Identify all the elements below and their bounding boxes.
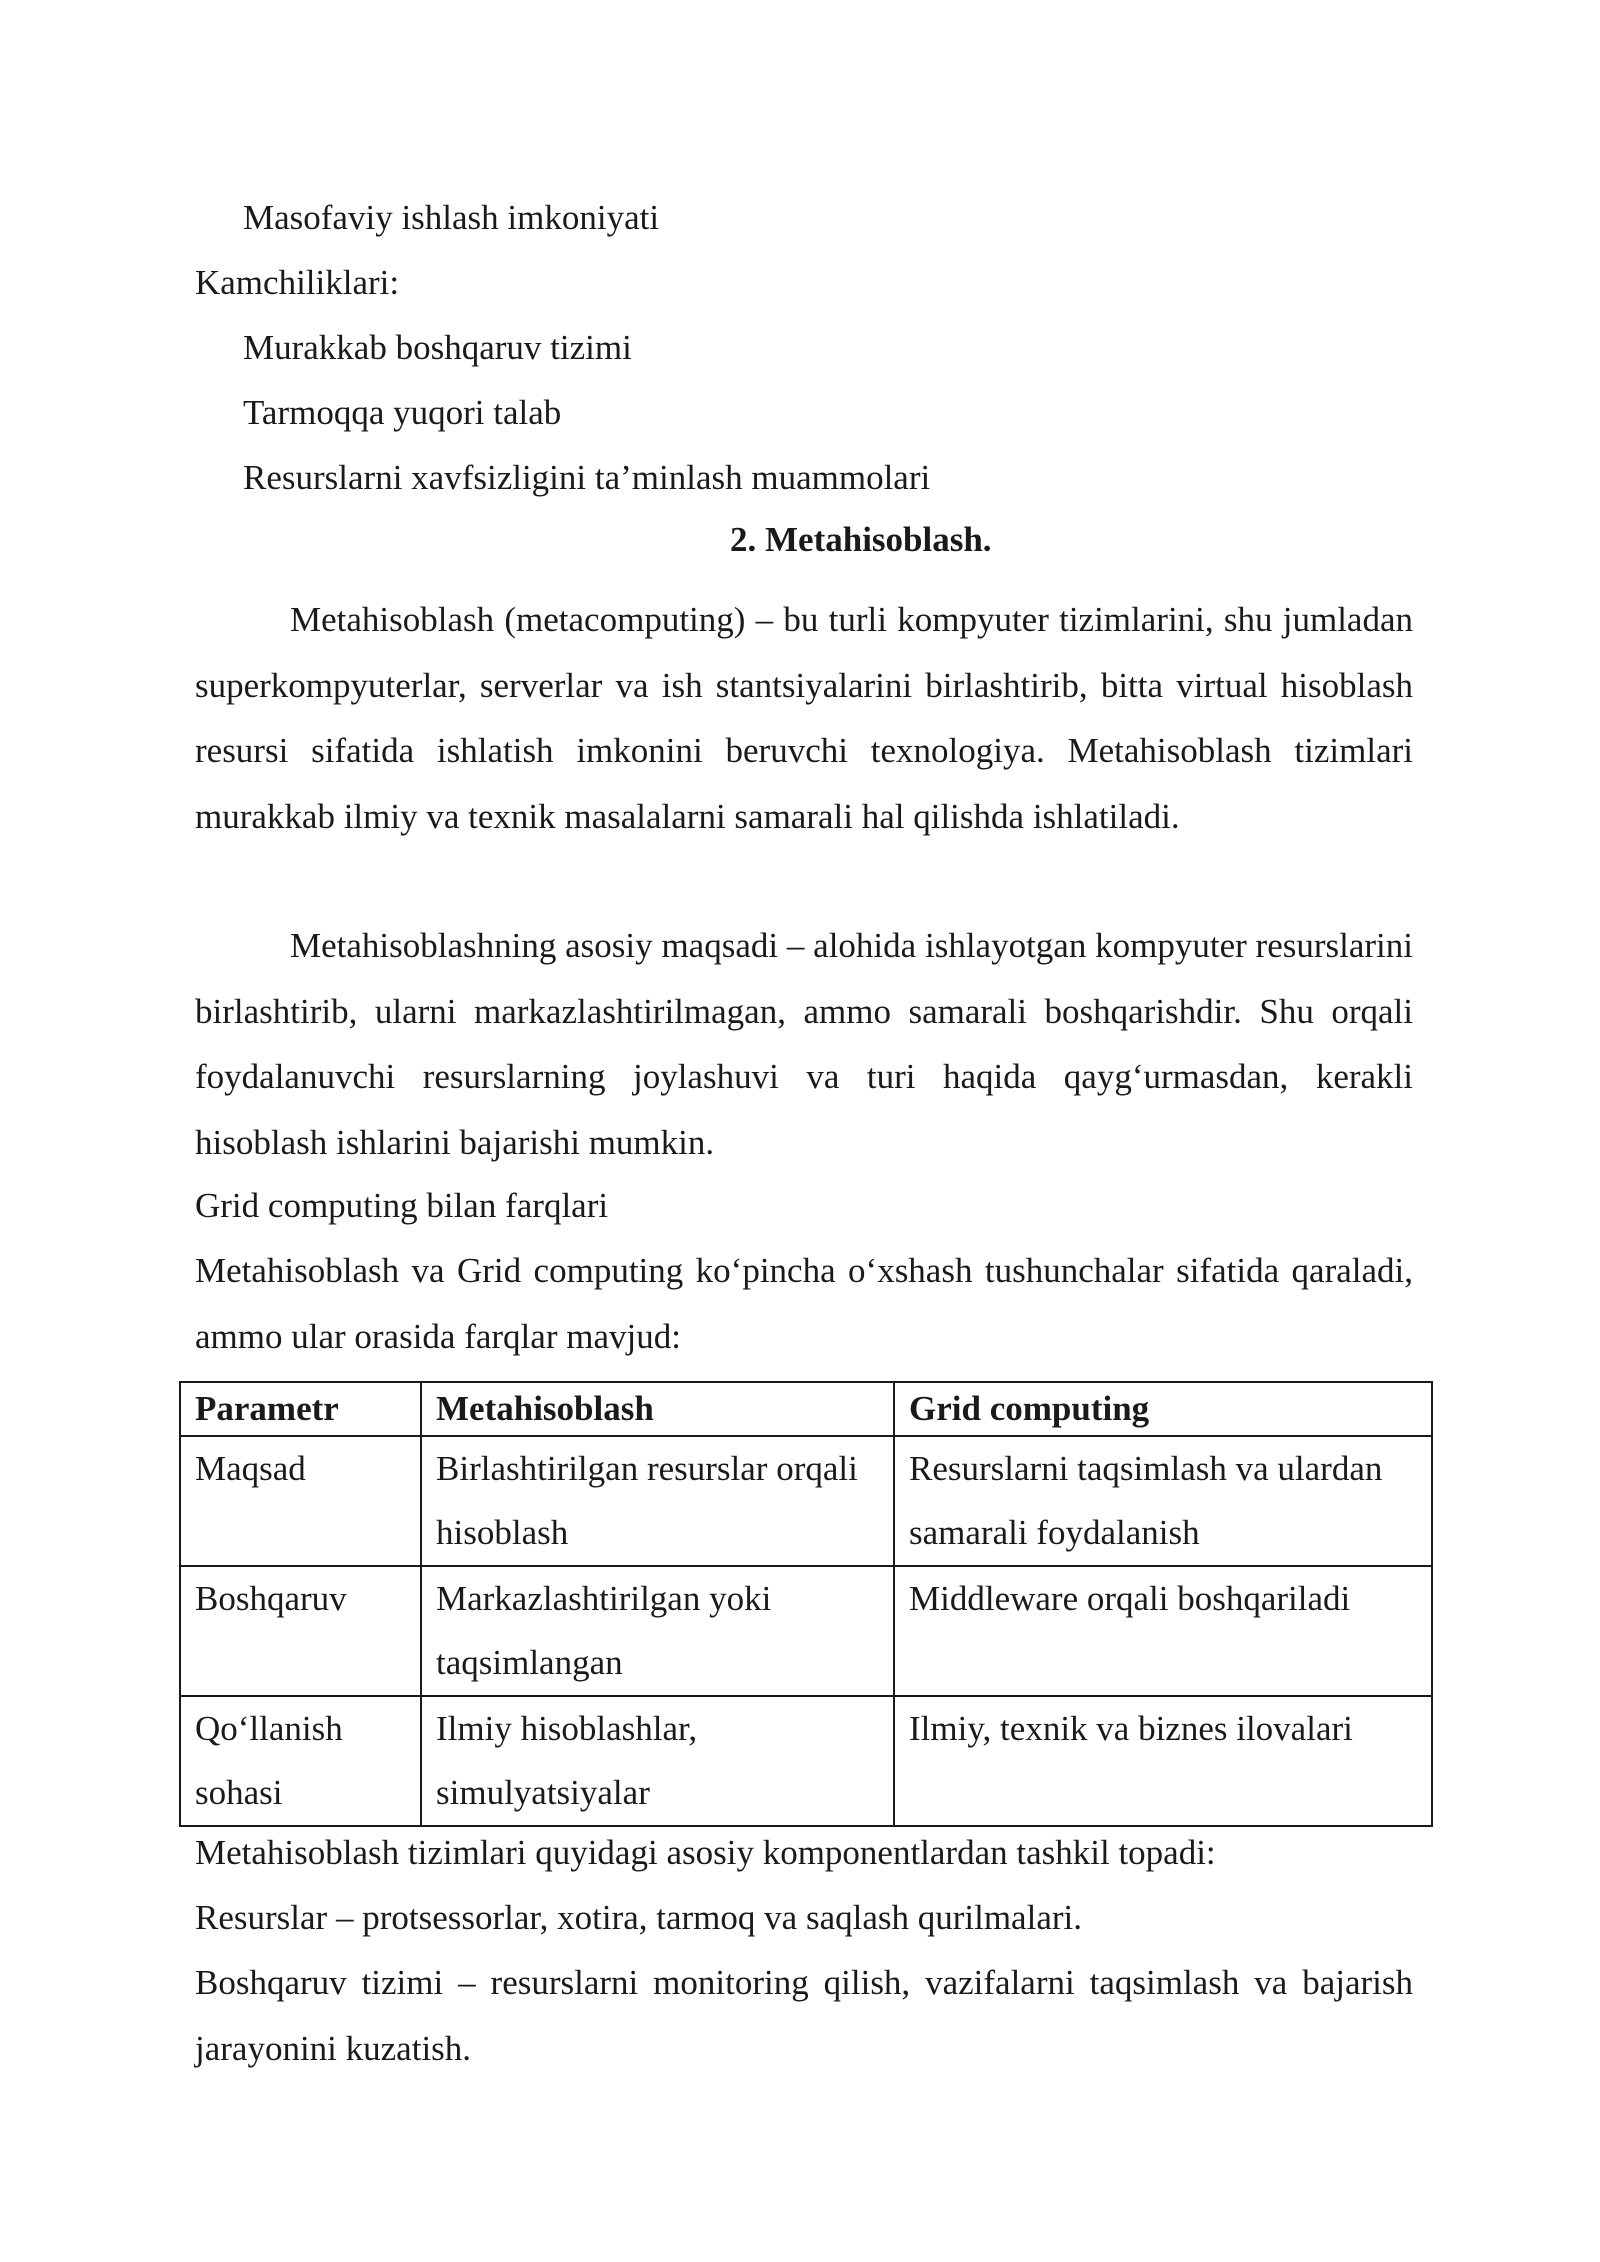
- comparison-table: [179, 1381, 1433, 1827]
- drawback-item: Resurslarni xavfsizligini ta’minlash muammolari: [243, 458, 931, 497]
- grid-diff-intro: Metahisoblash va Grid computing ko‘pincha o‘xshash tushunchalar sifatida qaraladi, ammo ular orasida farqlar mavjud:: [195, 1251, 1413, 1356]
- table-cell: Qo‘llanish sohasi: [180, 1696, 421, 1826]
- list-item-remote: Masofaviy ishlash imkoniyati: [243, 198, 660, 237]
- table-row: [180, 1696, 1432, 1826]
- table-cell: Resurslarni taqsimlash va ulardan samarali foydalanish: [894, 1436, 1432, 1566]
- table-cell: Ilmiy, texnik va biznes ilovalari: [894, 1696, 1432, 1826]
- drawback-item: Murakkab boshqaruv tizimi: [243, 328, 632, 367]
- section-heading: 2. Metahisoblash.: [730, 520, 992, 559]
- component-management: Boshqaruv tizimi – resurslarni monitoring qilish, vazifalarni taqsimlash va bajarish jarayonini kuzatish.: [195, 1963, 1413, 2068]
- drawback-item: Tarmoqqa yuqori talab: [243, 393, 562, 432]
- table-row: [180, 1566, 1432, 1696]
- table-row: [180, 1436, 1432, 1566]
- grid-diff-title: Grid computing bilan farqlari: [195, 1186, 609, 1225]
- table-cell: Middleware orqali boshqariladi: [894, 1566, 1432, 1696]
- component-resources: Resurslar – protsessorlar, xotira, tarmoq va saqlash qurilmalari.: [195, 1898, 1082, 1937]
- paragraph-purpose: Metahisoblashning asosiy maqsadi – alohida ishlayotgan kompyuter resurslarini birlashtirib, ularni markazlashtirilmagan, ammo samarali boshqarishdir. Shu orqali foydalanuvchi resurslarning joylashuvi va turi haqida qayg‘urmasdan, kerakli hisoblash ishlarini bajarishi mumkin.: [195, 926, 1413, 1162]
- table-cell: Ilmiy hisoblashlar, simulyatsiyalar: [421, 1696, 894, 1826]
- table-cell: Boshqaruv: [180, 1566, 421, 1696]
- table-cell: Markazlashtirilgan yoki taqsimlangan: [421, 1566, 894, 1696]
- table-header-row: [180, 1382, 1432, 1436]
- components-intro: Metahisoblash tizimlari quyidagi asosiy komponentlardan tashkil topadi:: [195, 1833, 1216, 1872]
- table-cell: Maqsad: [180, 1436, 421, 1566]
- table-cell: Birlashtirilgan resurslar orqali hisoblash: [421, 1436, 894, 1566]
- drawbacks-label: Kamchiliklari:: [195, 263, 400, 302]
- paragraph-definition: Metahisoblash (metacomputing) – bu turli kompyuter tizimlarini, shu jumladan superkompyuterlar, serverlar va ish stantsiyalarini birlashtirib, bitta virtual hisoblash resursi sifatida ishlatish imkonini beruvchi texnologiya. Metahisoblash tizimlari murakkab ilmiy va texnik masalalarni samarali hal qilishda ishlatiladi.: [195, 600, 1413, 836]
- table-header-cell: Metahisoblash: [421, 1382, 894, 1436]
- table-header-cell: Grid computing: [894, 1382, 1432, 1436]
- table-header-cell: Parametr: [180, 1382, 421, 1436]
